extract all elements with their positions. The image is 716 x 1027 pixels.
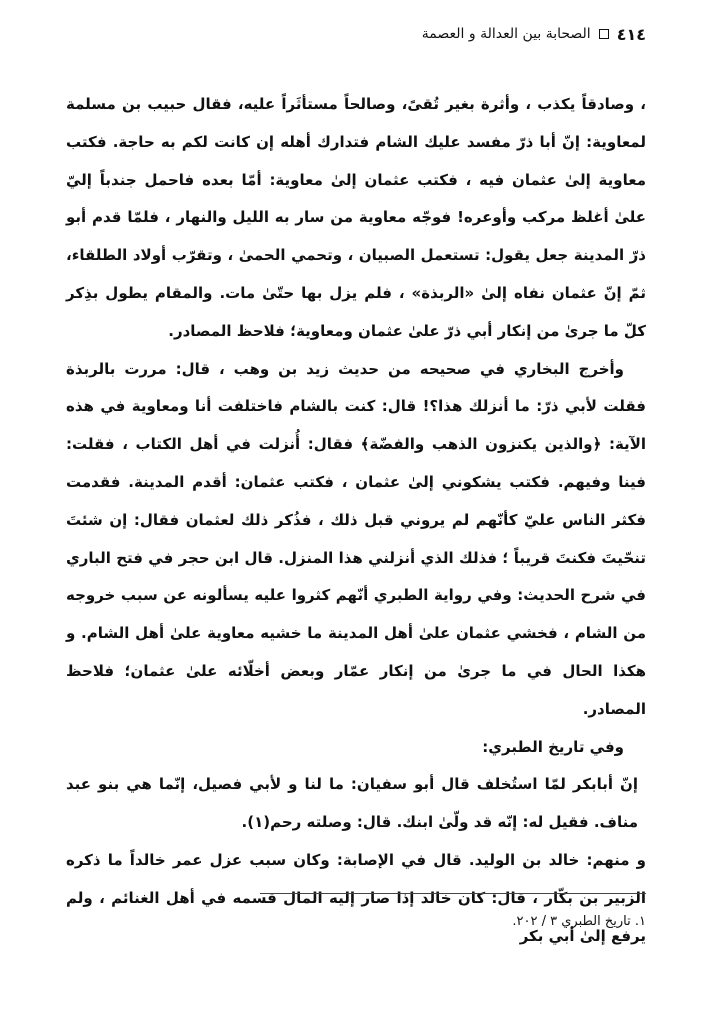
- running-header: [66, 22, 646, 46]
- footnote: ١. تاريخ الطبري ٣ / ٢٠٢.: [512, 914, 646, 929]
- paragraph-3-heading: وفي تاريخ الطبري:: [482, 737, 624, 756]
- paragraph-1: ، وصادقاً يكذب ، وأثرة بغير تُقىً، وصالحاً مستأثَراً عليه، فقال حبيب بن مسلمة لمعاوية: إنّ أبا ذرّ مفسد عليك الشام فتدارك أهله إن كانت لكم به حاجة. فكتب معاوية إلىٰ عثمان فيه ، فكتب عثمان إلىٰ معاوية: أمّا بعده فاحمل جندباً إليّ علىٰ أغلظ مركب وأوعره! فوجّه معاوية من سار به الليل والنهار ، فلمّا قدم أبو ذرّ المدينة جعل يقول: تستعمل الصبيان ، وتحمي الحمىٰ ، وتقرّب أولاد الطلقاء، ثمّ إنّ عثمان نفاه إلىٰ «الربذة» ، فلم يزل بها حتّىٰ مات. والمقام يطول بذِكر كلّ ما جرىٰ من إنكار أبي ذرّ علىٰ عثمان ومعاوية؛ فلاحظ المصادر.: [66, 95, 646, 340]
- footnote-divider: [260, 893, 646, 894]
- book-title: الصحابة بين العدالة و العصمة: [421, 26, 591, 42]
- page-number: ٤١٤: [616, 24, 646, 44]
- paragraph-2: وأخرج البخاري في صحيحه من حديث زيد بن وهب ، قال: مررت بالربذة فقلت لأبي ذرّ: ما أنزلك هذا؟! قال: كنت بالشام فاختلفت أنا ومعاوية في هذه الآية: ﴿والذين يكنزون الذهب والفضّة﴾ فقال: أُنزلت في أهل الكتاب ، فقلت: فينا وفيهم. فكتب يشكوني إلىٰ عثمان ، فكتب عثمان: أقدم المدينة. فقدمت فكثر الناس عليّ كأنّهم لم يروني قبل ذلك ، فذُكر ذلك لعثمان فقال: إن شئتَ تنحّيتَ فكنتَ قريباً ؛ فذلك الذي أنزلني هذا المنزل. قال ابن حجر في فتح الباري في شرح الحديث: وفي رواية الطبري أنّهم كثروا عليه يسألونه عن سبب خروجه من الشام ، فخشي عثمان علىٰ أهل المدينة ما خشيه معاوية علىٰ أهل الشام. و هكذا الحال في ما جرىٰ من إنكار عمّار وبعض أخلّائه علىٰ عثمان؛ فلاحظ المصادر.: [66, 359, 646, 718]
- separator-square-icon: [599, 29, 609, 39]
- page-body: [66, 86, 646, 955]
- paragraph-4-quote: إنّ أبابكر لمّا استُخلف قال أبو سفيان: ما لنا و لأبي فصيل، إنّما هي بنو عبد مناف. فقيل له: إنّه قد ولّىٰ ابنك. قال: وصلته رحم(١).: [66, 775, 638, 832]
- paragraph-5: و منهم: خالد بن الوليد. قال في الإصابة: وكان سبب عزل عمر خالداً ما ذكره الزبير بن بكّار ، قال: كان خالد إذا صار إليه المال قسمه في أهل الغنائم ، ولم يرفع إلىٰ أبي بكر: [66, 850, 646, 945]
